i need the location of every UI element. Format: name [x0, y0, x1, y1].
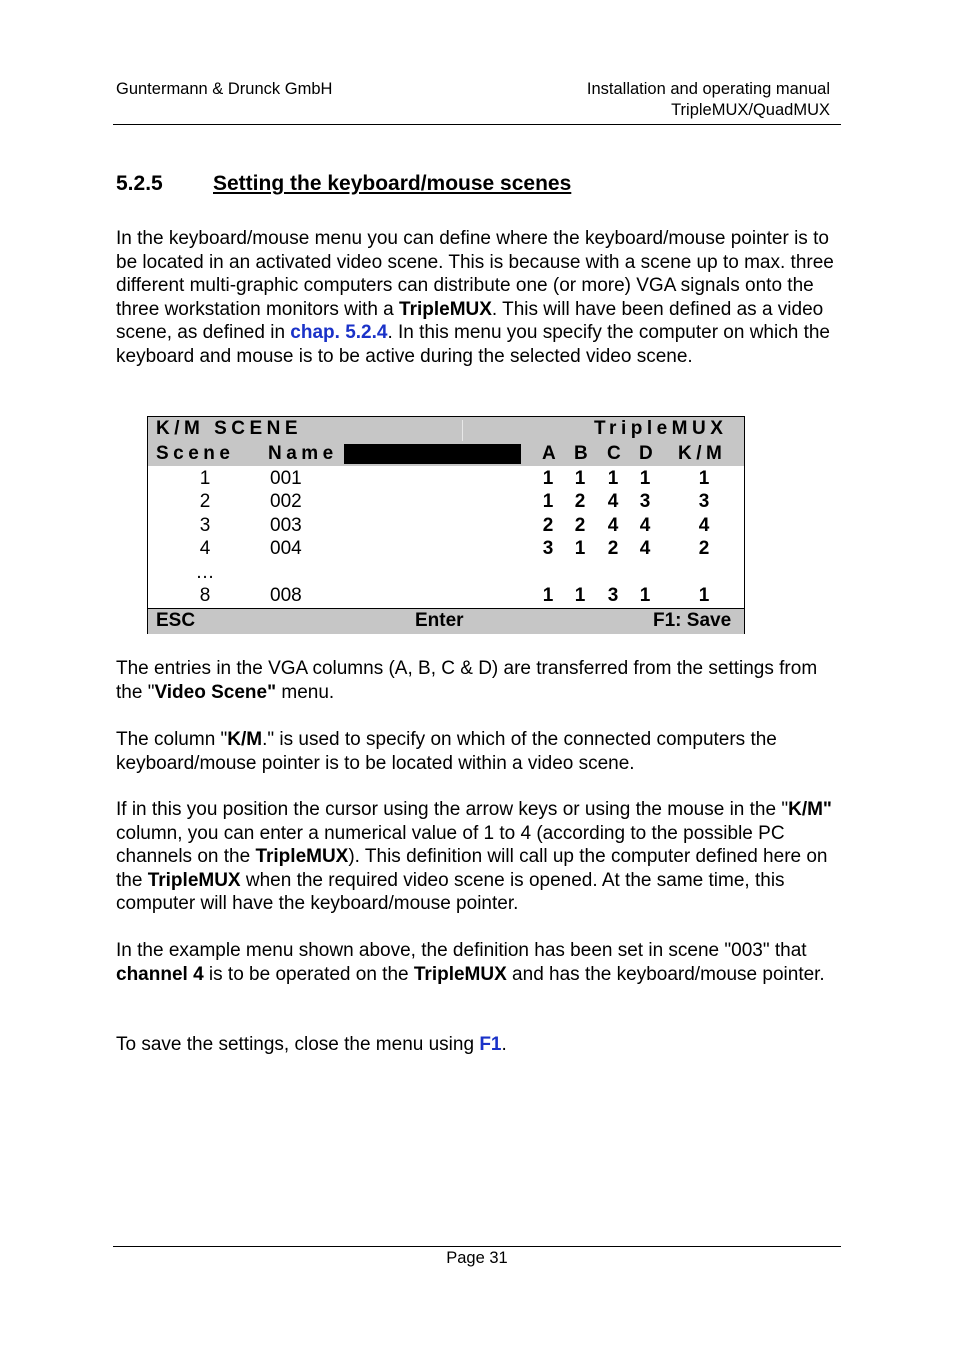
p2-text-1: The entries in the VGA columns (A, B, C & D) are transferred from the settings from the " — [116, 658, 818, 703]
intro-bold-triplemux: TripleMUX — [399, 298, 492, 320]
footer-save[interactable]: F1: Save — [653, 610, 732, 631]
row-cell-d: 1 — [639, 468, 651, 489]
p5-text-3: and has the keyboard/mouse pointer. — [506, 963, 825, 985]
row-cell-b: 2 — [574, 514, 586, 536]
row-cell-c: 3 — [607, 585, 619, 606]
row-cell-a: 1 — [542, 491, 554, 513]
row-cell-scene: 3 — [199, 514, 211, 536]
col-d: D — [639, 443, 653, 464]
intro-paragraph — [116, 227, 838, 368]
row-cell-a: 2 — [542, 514, 554, 536]
p4-text-3: ). This definition will call up the computer defined here on the — [116, 846, 828, 891]
p6-text-1: To save the settings, close the menu using — [116, 1034, 480, 1055]
row-cell-c: 4 — [607, 491, 619, 513]
row-cell-km: 2 — [698, 538, 710, 560]
header-manual-line2: TripleMUX/QuadMUX — [671, 101, 830, 119]
p5-text-2: is to be operated on the — [203, 963, 414, 985]
paragraph-km-column — [116, 728, 838, 775]
row-cell-name: 003 — [270, 514, 302, 536]
menu-title-right: TripleMUX — [594, 418, 728, 439]
row-cell-km: 4 — [698, 514, 710, 536]
f1-link[interactable]: F1 — [479, 1034, 502, 1055]
row-cell-scene: 4 — [199, 538, 211, 560]
row-cell-name: 004 — [270, 538, 302, 560]
header-company: Guntermann & Drunck GmbH — [116, 80, 333, 98]
p6-text-2: . — [501, 1034, 507, 1055]
p4-text-4: when the required video scene is opened. At the same time, this computer will have the keyboard/mouse pointer. — [116, 869, 785, 914]
p5-bold-channel: channel 4 — [116, 963, 204, 985]
col-a: A — [542, 443, 556, 464]
footer-esc[interactable]: ESC — [156, 610, 196, 631]
col-scene: Scene — [156, 443, 235, 464]
intro-text-3: . In this menu you specify the computer on which the keyboard and mouse is to be active during the selected video scene. — [116, 322, 830, 367]
footer-rule — [113, 1246, 841, 1247]
row-cell-d: 1 — [639, 585, 651, 606]
menu-title-separator — [462, 420, 463, 441]
row-cell-km: 1 — [698, 468, 710, 489]
row-cell-name: 002 — [270, 491, 302, 513]
menu-title-left: K/M SCENE — [156, 418, 303, 439]
page-number: Page 31 — [446, 1249, 508, 1267]
row-cell-b: 1 — [574, 538, 586, 560]
p3-text-1: The column " — [116, 729, 228, 750]
row-cell-b: 2 — [574, 491, 586, 513]
row-cell-a: 1 — [542, 468, 554, 489]
row-cell-name: 008 — [270, 585, 302, 606]
section-title — [213, 172, 571, 196]
row-cell-scene: 1 — [199, 468, 211, 489]
header-manual — [587, 79, 830, 121]
row-cell-km: 1 — [698, 585, 710, 606]
p2-text-2: menu. — [276, 681, 335, 703]
chapter-link[interactable]: chap. 5.2.4 — [290, 322, 388, 343]
intro-text-2: . This will have been defined as a video scene, as defined in — [116, 298, 824, 343]
row-cell-d: 4 — [639, 514, 651, 536]
row-cell-km: 3 — [698, 491, 710, 513]
col-b: B — [574, 443, 588, 464]
row-cell-scene: 8 — [199, 585, 211, 606]
row-cell-d: 3 — [639, 491, 651, 513]
row-cell-c: 1 — [607, 468, 619, 489]
p2-bold-video-scene: Video Scene" — [154, 681, 277, 703]
col-name: Name — [268, 443, 338, 464]
row-cell-d: 4 — [639, 538, 651, 560]
p4-text-1: If in this you position the cursor using the arrow keys or using the mouse in the " — [116, 799, 789, 820]
p4-text-2: column, you can enter a numerical value of 1 to 4 (according to the possible PC channels on the — [116, 822, 785, 867]
section-title-text: Setting the keyboard/mouse scenes — [213, 172, 572, 195]
col-km: K/M — [678, 443, 727, 464]
row-cell-c: 2 — [607, 538, 619, 560]
row-cell-b: 1 — [574, 585, 586, 606]
footer-enter[interactable]: Enter — [415, 610, 464, 631]
km-scene-menu — [147, 416, 745, 634]
p5-text-1: In the example menu shown above, the definition has been set in scene "003" that — [116, 940, 807, 961]
row-cell-c: 4 — [607, 514, 619, 536]
row-cell-a: 3 — [542, 538, 554, 560]
p5-bold-triplemux: TripleMUX — [413, 963, 507, 985]
paragraph-cursor — [116, 798, 838, 916]
row-cell-scene: … — [195, 561, 215, 583]
section-number: 5.2.5 — [116, 172, 163, 195]
paragraph-vga-columns — [116, 657, 838, 704]
row-cell-name: 001 — [270, 468, 302, 489]
row-cell-b: 1 — [574, 468, 586, 489]
p3-bold-km: K/M — [227, 729, 263, 750]
intro-text-1: In the keyboard/mouse menu you can define where the keyboard/mouse pointer is to be located in an activated video scene. This is because with a scene up to max. three different multi-graphic computers can distribute one (or more) VGA signals onto the three workstation monitors with a — [116, 228, 834, 320]
header-rule — [113, 124, 841, 125]
name-input-highlight[interactable] — [344, 444, 521, 464]
row-cell-scene: 2 — [199, 491, 211, 513]
p4-bold-triplemux-1: TripleMUX — [255, 846, 349, 867]
p3-text-2: ." is used to specify on which of the connected computers the keyboard/mouse pointer is to be located within a video scene. — [116, 729, 777, 774]
paragraph-example — [116, 939, 838, 986]
header-manual-line1: Installation and operating manual — [586, 80, 830, 98]
paragraph-save — [116, 1033, 838, 1057]
col-c: C — [607, 443, 621, 464]
p4-bold-triplemux-2: TripleMUX — [147, 869, 241, 891]
row-cell-a: 1 — [542, 585, 554, 606]
p4-bold-km: K/M" — [788, 799, 832, 820]
